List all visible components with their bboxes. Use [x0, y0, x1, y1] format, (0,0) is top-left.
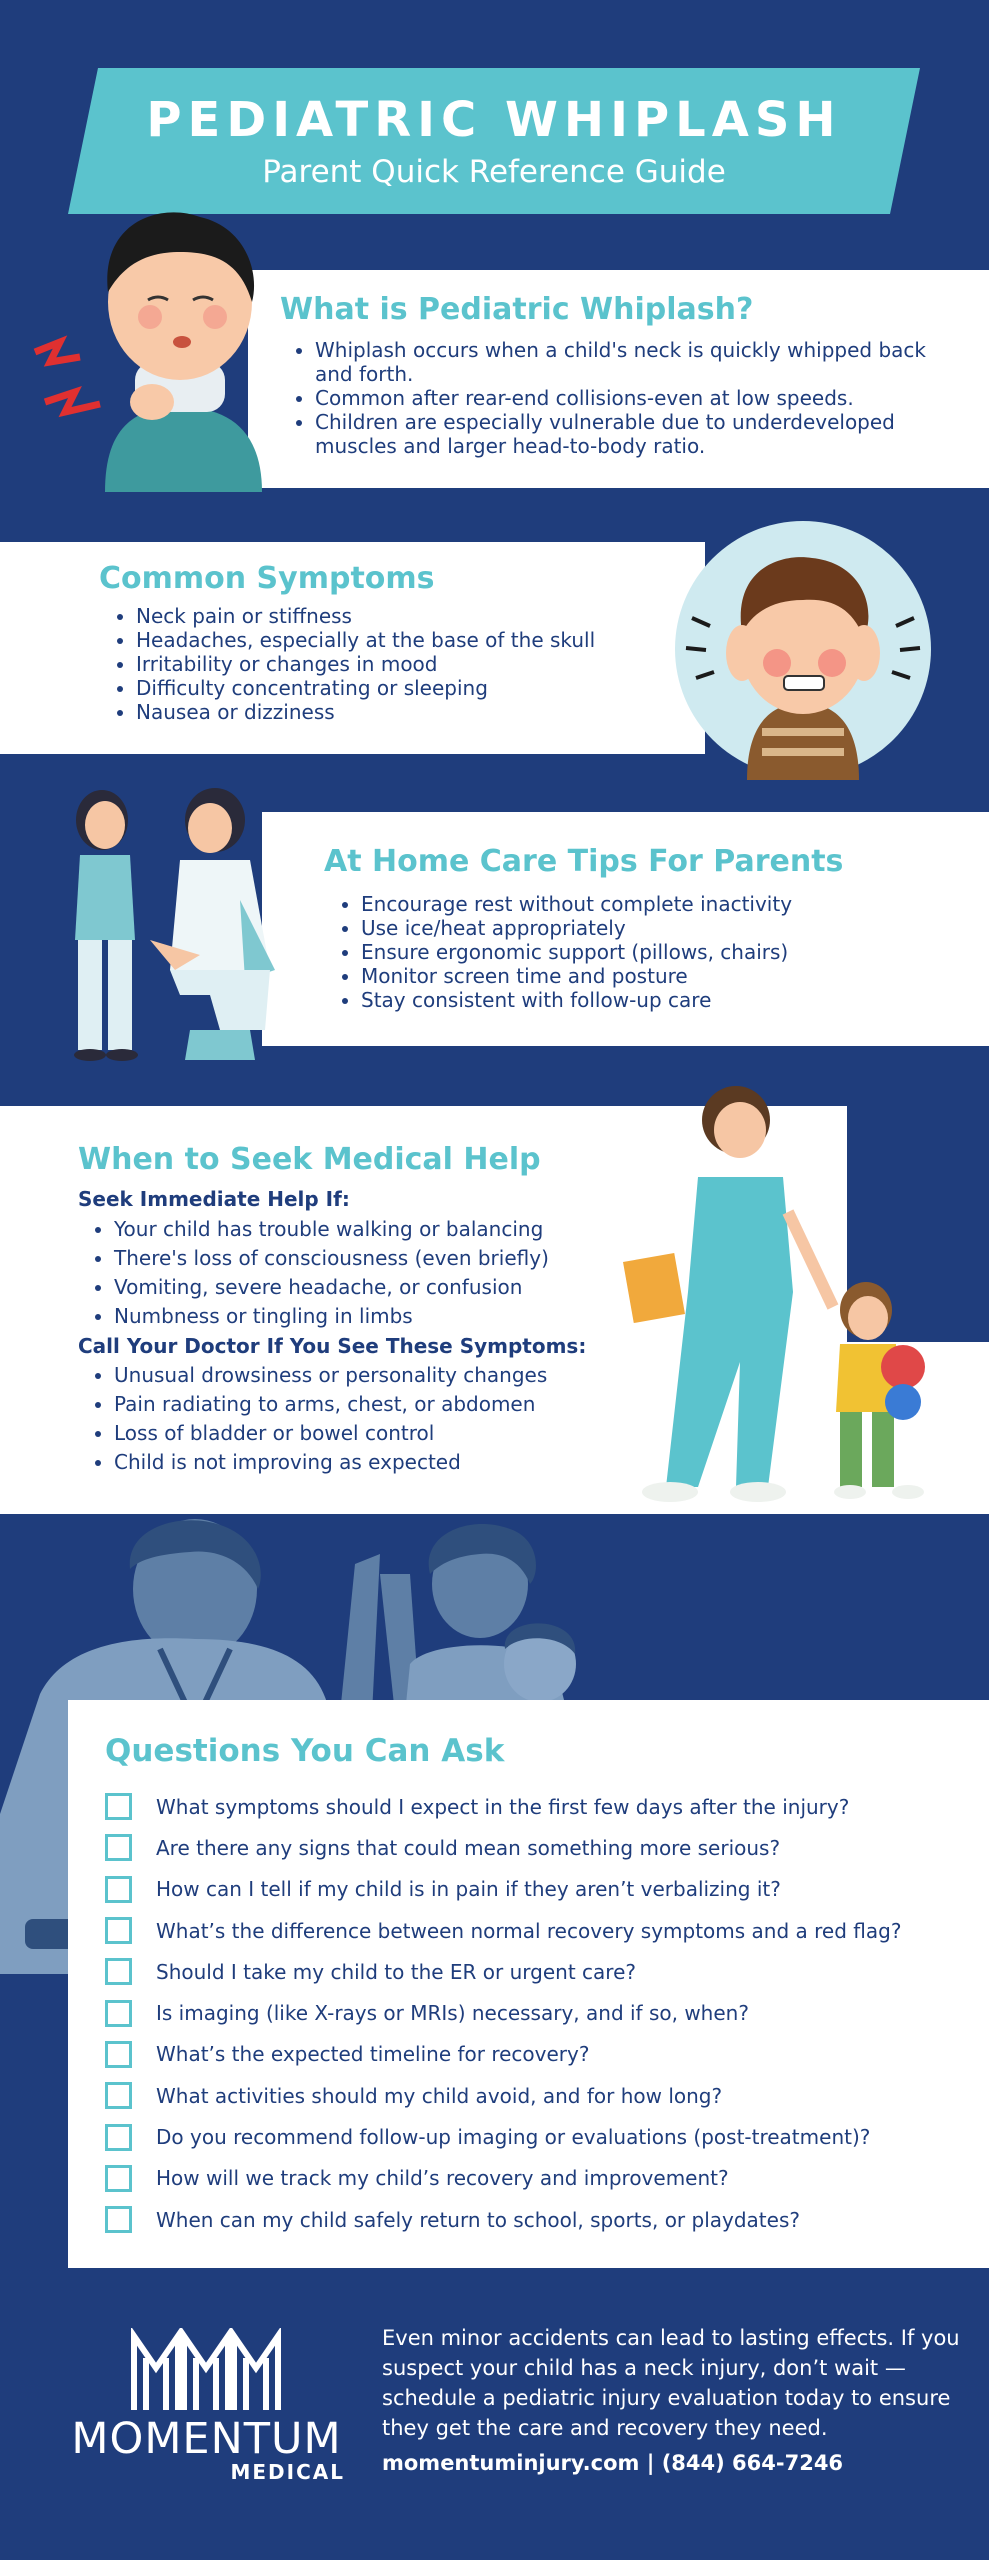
- question-text: How will we track my child’s recovery and improvement?: [156, 2166, 729, 2191]
- list-item: • Unusual drowsiness or personality changes: [114, 1361, 628, 1390]
- list-item: • Common after rear-end collisions-even at low speeds.: [315, 386, 944, 410]
- list-item: • Difficulty concentrating or sleeping: [136, 676, 670, 700]
- sore-neck-child-illustration: [30, 192, 275, 492]
- list-item: • Pain radiating to arms, chest, or abdomen: [114, 1390, 628, 1419]
- list-item: • Your child has trouble walking or balancing: [114, 1215, 628, 1244]
- checkbox-icon[interactable]: [105, 2206, 132, 2233]
- list-item: • Nausea or dizziness: [136, 700, 670, 724]
- home-care-list: [335, 892, 935, 1012]
- question-text: When can my child safely return to school, sports, or playdates?: [156, 2207, 800, 2232]
- footer-contact-link[interactable]: momentuminjury.com | (844) 664-7246: [382, 2451, 844, 2475]
- call-doctor-heading: Call Your Doctor If You See These Symptoms:: [78, 1334, 587, 1358]
- list-item: • Monitor screen time and posture: [361, 964, 935, 988]
- list-item: • Loss of bladder or bowel control: [114, 1419, 628, 1448]
- checkbox-icon[interactable]: [105, 1793, 132, 1820]
- question-item: [105, 2116, 945, 2157]
- question-text: How can I tell if my child is in pain if they aren’t verbalizing it?: [156, 1877, 781, 1902]
- question-text: Are there any signs that could mean something more serious?: [156, 1835, 781, 1860]
- page-subtitle: Parent Quick Reference Guide: [262, 154, 726, 190]
- question-item: [105, 1992, 945, 2033]
- symptoms-list: [110, 604, 670, 724]
- home-care-title: At Home Care Tips For Parents: [324, 844, 844, 879]
- checkbox-icon[interactable]: [105, 2041, 132, 2068]
- nurse-child-illustration: [618, 1082, 938, 1514]
- list-item: • There's loss of consciousness (even briefly): [114, 1244, 628, 1273]
- list-item: • Child is not improving as expected: [114, 1448, 628, 1477]
- question-text: What symptoms should I expect in the first few days after the injury?: [156, 1794, 850, 1819]
- list-item: • Encourage rest without complete inactivity: [361, 892, 935, 916]
- checkbox-icon[interactable]: [105, 2165, 132, 2192]
- question-item: [105, 2158, 945, 2199]
- question-item: [105, 1827, 945, 1868]
- questions-list: [105, 1786, 945, 2240]
- list-item: • Headaches, especially at the base of the skull: [136, 628, 670, 652]
- medical-help-title: When to Seek Medical Help: [78, 1142, 541, 1177]
- list-item: • Whiplash occurs when a child's neck is quickly whipped back and forth.: [315, 338, 944, 386]
- list-item: • Numbness or tingling in limbs: [114, 1302, 628, 1331]
- symptoms-title: Common Symptoms: [99, 561, 435, 596]
- list-item: • Children are especially vulnerable due to underdeveloped muscles and larger head-to-body ratio.: [315, 410, 944, 458]
- what-is-title: What is Pediatric Whiplash?: [280, 292, 754, 327]
- list-item: • Neck pain or stiffness: [136, 604, 670, 628]
- question-text: Is imaging (like X-rays or MRIs) necessary, and if so, when?: [156, 2001, 749, 2026]
- logo-subtext: MEDICAL: [230, 2460, 345, 2484]
- question-text: What’s the difference between normal recovery symptoms and a red flag?: [156, 1918, 902, 1943]
- list-item: • Irritability or changes in mood: [136, 652, 670, 676]
- checkbox-icon[interactable]: [105, 2000, 132, 2027]
- question-item: [105, 1951, 945, 1992]
- question-item: [105, 1910, 945, 1951]
- question-item: [105, 2034, 945, 2075]
- parent-child-illustration: [50, 780, 290, 1070]
- questions-title: Questions You Can Ask: [105, 1733, 505, 1769]
- question-item: [105, 1869, 945, 1910]
- question-text: What activities should my child avoid, and for how long?: [156, 2083, 723, 2108]
- checkbox-icon[interactable]: [105, 1876, 132, 1903]
- question-text: Should I take my child to the ER or urgent care?: [156, 1959, 636, 1984]
- question-text: What’s the expected timeline for recovery?: [156, 2042, 590, 2067]
- headache-child-illustration: [672, 518, 934, 780]
- momentum-logo-icon: [128, 2328, 284, 2412]
- logo-wordmark: MOMENTUM: [71, 2414, 342, 2464]
- question-text: Do you recommend follow-up imaging or evaluations (post-treatment)?: [156, 2125, 871, 2150]
- page-title: PEDIATRIC WHIPLASH: [146, 92, 842, 148]
- call-doctor-list: [88, 1361, 628, 1477]
- list-item: • Vomiting, severe headache, or confusion: [114, 1273, 628, 1302]
- question-item: [105, 2199, 945, 2240]
- checkbox-icon[interactable]: [105, 1917, 132, 1944]
- list-item: • Ensure ergonomic support (pillows, chairs): [361, 940, 935, 964]
- checkbox-icon[interactable]: [105, 2124, 132, 2151]
- question-item: [105, 2075, 945, 2116]
- checkbox-icon[interactable]: [105, 2082, 132, 2109]
- what-is-list: [289, 338, 944, 458]
- immediate-help-list: [88, 1215, 628, 1331]
- question-item: [105, 1786, 945, 1827]
- list-item: • Stay consistent with follow-up care: [361, 988, 935, 1012]
- immediate-help-heading: Seek Immediate Help If:: [78, 1187, 350, 1211]
- footer-message: Even minor accidents can lead to lasting effects. If you suspect your child has a neck injury, don’t wait — schedule a pediatric injury evaluation today to ensure they get the care and recovery they need.: [382, 2326, 960, 2440]
- list-item: • Use ice/heat appropriately: [361, 916, 935, 940]
- checkbox-icon[interactable]: [105, 1834, 132, 1861]
- checkbox-icon[interactable]: [105, 1958, 132, 1985]
